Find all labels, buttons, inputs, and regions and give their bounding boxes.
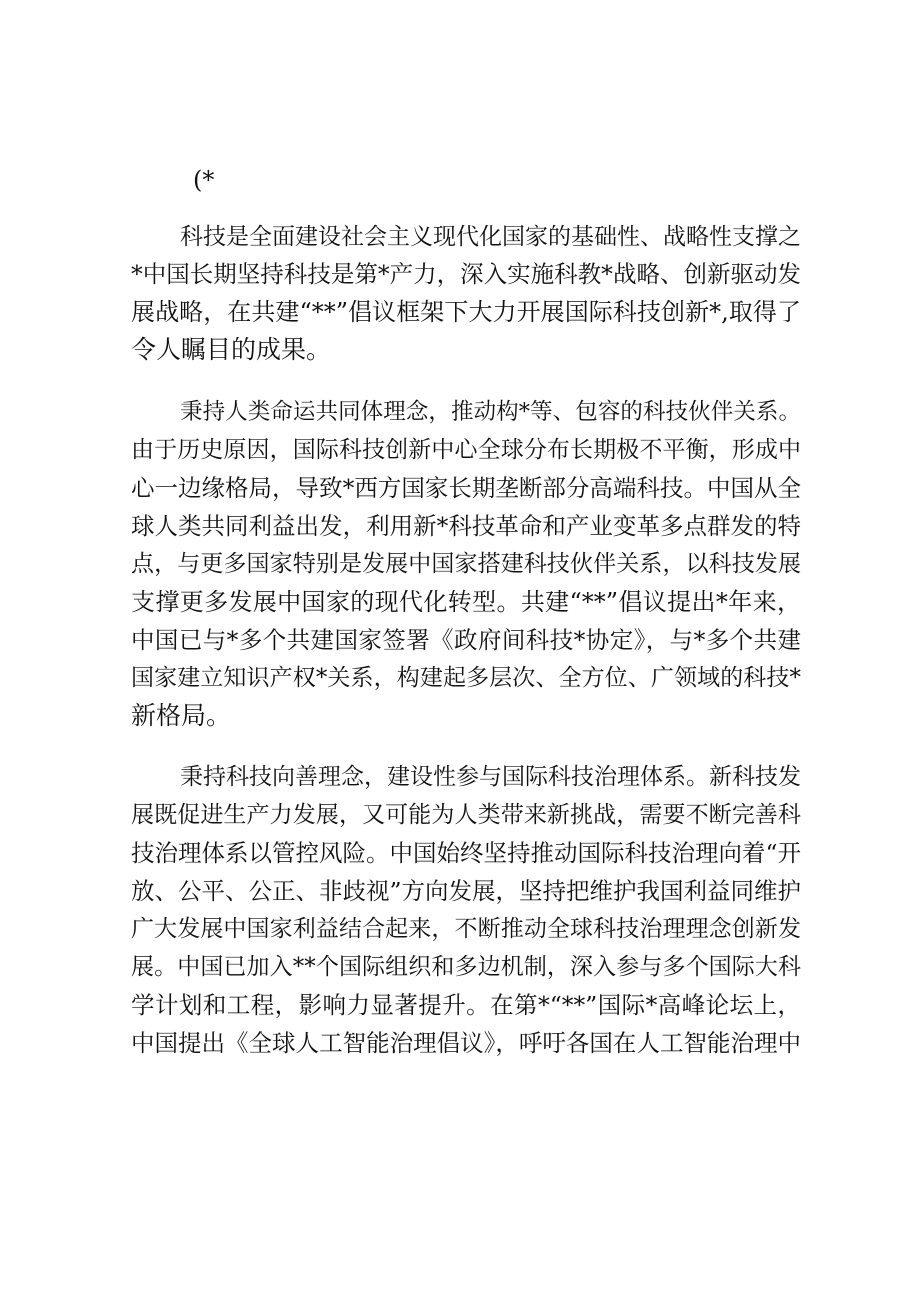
paragraph-2-line-1: 秉持人类命运共同体理念，推动构*等、包容的科技伙伴关系。: [180, 399, 801, 425]
paragraph-3-line-8: 中国提出《全球人工智能治理倡议》，呼吁各国在人工智能治理中: [131, 1029, 801, 1057]
paragraph-3-line-4: 放、公平、公正、非歧视”方向发展，坚持把维护我国利益同维护: [131, 877, 802, 905]
paragraph-1-line-2: *中国长期坚持科技是第*产力，深入实施科教*战略、创新驱动发: [131, 260, 801, 288]
paragraph-2-line-3: 心一边缘格局，导致*西方国家长期垄断部分高端科技。中国从全: [131, 474, 801, 502]
paragraph-3-line-3: 技治理体系以管控风险。中国始终坚持推动国际科技治理向着“开: [131, 839, 802, 867]
paragraph-2-line-9: 新格局。: [131, 701, 232, 730]
paragraph-1-line-3: 展战略，在共建“**”倡议框架下大力开展国际科技创新*,取得了: [131, 298, 801, 326]
paragraph-2-line-5: 点，与更多国家特别是发展中国家搭建科技伙伴关系，以科技发展: [131, 551, 801, 577]
paragraph-3-line-5: 广大发展中国家利益结合起来，不断推动全球科技治理理念创新发: [131, 916, 801, 942]
paragraph-3-line-7: 学计划和工程，影响力显著提升。在第*“**”国际*高峰论坛上，: [131, 991, 801, 1019]
paragraph-3-line-2: 展既促进生产力发展，又可能为人类带来新挑战，需要不断完善科: [131, 802, 801, 828]
paragraph-1-line-1: 科技是全面建设社会主义现代化国家的基础性、战略性支撑之: [180, 224, 801, 250]
section-heading: (*: [193, 166, 215, 194]
paragraph-1-line-4: 令人瞩目的成果。: [131, 335, 332, 364]
paragraph-2-line-7: 中国已与*多个共建国家签署《政府间科技*协定》，与*多个共建: [131, 626, 801, 654]
paragraph-2-line-8: 国家建立知识产权*关系，构建起多层次、全方位、广领域的科技*: [131, 665, 801, 691]
paragraph-3-line-6: 展。中国已加入**个国际组织和多边机制，深入参与多个国际大科: [131, 954, 801, 980]
paragraph-2-line-6: 支撑更多发展中国家的现代化转型。共建“**”倡议提出*年来，: [131, 588, 801, 616]
paragraph-3-line-1: 秉持科技向善理念，建设性参与国际科技治理体系。新科技发: [180, 764, 801, 790]
paragraph-2-line-2: 由于历史原因，国际科技创新中心全球分布长期极不平衡，形成中: [131, 437, 801, 463]
paragraph-2-line-4: 球人类共同利益出发，利用新*科技革命和产业变革多点群发的特: [131, 512, 801, 540]
